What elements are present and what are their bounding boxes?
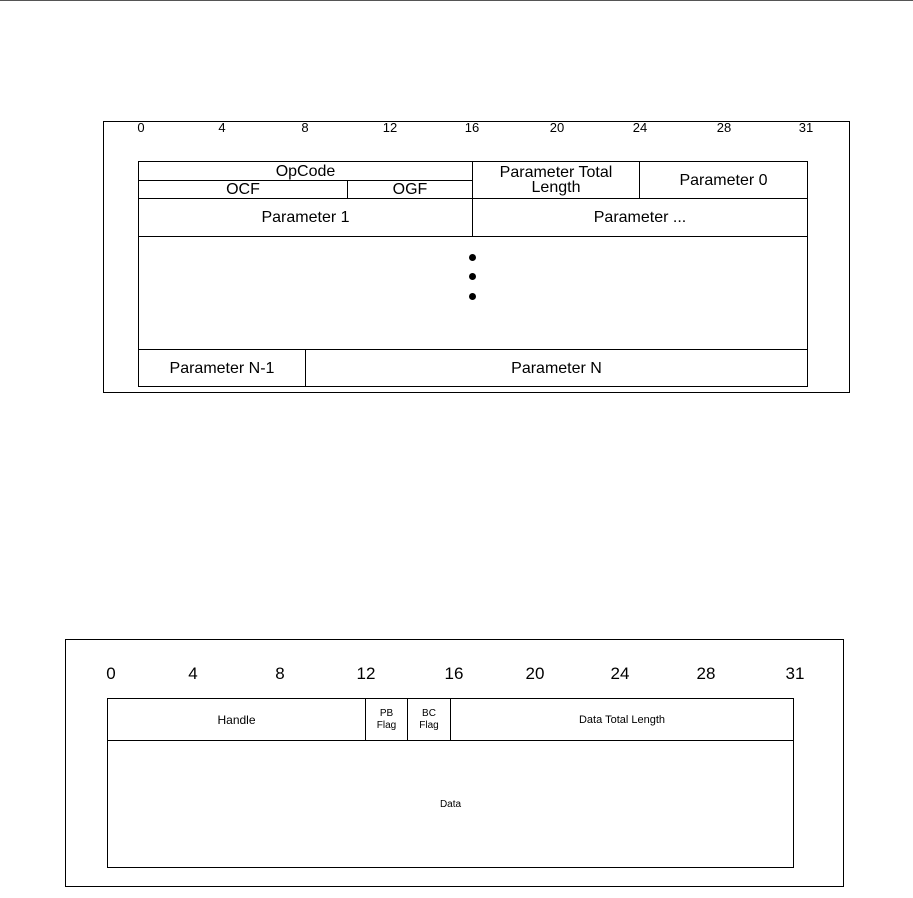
data-total-length-field: Data Total Length	[450, 698, 794, 741]
ellipsis-dot	[469, 273, 476, 280]
ellipsis-dot	[469, 293, 476, 300]
bit-tick: 28	[716, 120, 732, 135]
bc-flag-label-line2: Flag	[419, 719, 439, 731]
bit-tick: 28	[696, 664, 716, 683]
pb-flag-label-line1: PB	[379, 707, 394, 719]
bc-flag-label-line1: BC	[422, 707, 436, 719]
bit-tick: 24	[610, 664, 630, 683]
acl-packet-frame-right-edge	[843, 639, 844, 887]
command-packet-frame-right-edge	[849, 121, 850, 393]
parameter-total-length-field: Parameter Total Length	[472, 161, 640, 199]
handle-field: Handle	[107, 698, 366, 741]
bit-tick: 8	[275, 664, 285, 683]
bit-tick: 16	[464, 120, 480, 135]
parameter-0-field: Parameter 0	[639, 161, 808, 199]
bit-tick: 4	[218, 120, 226, 135]
parameter-n-minus-1-field: Parameter N-1	[138, 349, 306, 387]
ocf-field: OCF	[138, 180, 348, 199]
bc-flag-field	[407, 698, 451, 741]
bit-tick: 12	[382, 120, 398, 135]
bit-tick: 4	[188, 664, 198, 683]
bit-tick: 31	[785, 664, 805, 683]
bit-tick: 20	[549, 120, 565, 135]
ogf-field: OGF	[347, 180, 473, 199]
parameter-n-field: Parameter N	[305, 349, 808, 387]
opcode-field: OpCode	[138, 161, 473, 181]
page-top-rule	[0, 0, 913, 1]
pb-flag-field	[365, 698, 408, 741]
bit-tick: 20	[525, 664, 545, 683]
ellipsis-dot	[469, 254, 476, 261]
bit-tick: 0	[106, 664, 116, 683]
data-field: Data	[107, 740, 794, 868]
parameter-1-field: Parameter 1	[138, 198, 473, 237]
bit-tick: 0	[137, 120, 145, 135]
bit-tick: 16	[444, 664, 464, 683]
pb-flag-label-line2: Flag	[376, 719, 397, 731]
bit-tick: 8	[301, 120, 309, 135]
bit-tick: 24	[632, 120, 648, 135]
bit-tick: 12	[356, 664, 376, 683]
parameter-ellipsis-field: Parameter ...	[472, 198, 808, 237]
bit-tick: 31	[798, 120, 814, 135]
